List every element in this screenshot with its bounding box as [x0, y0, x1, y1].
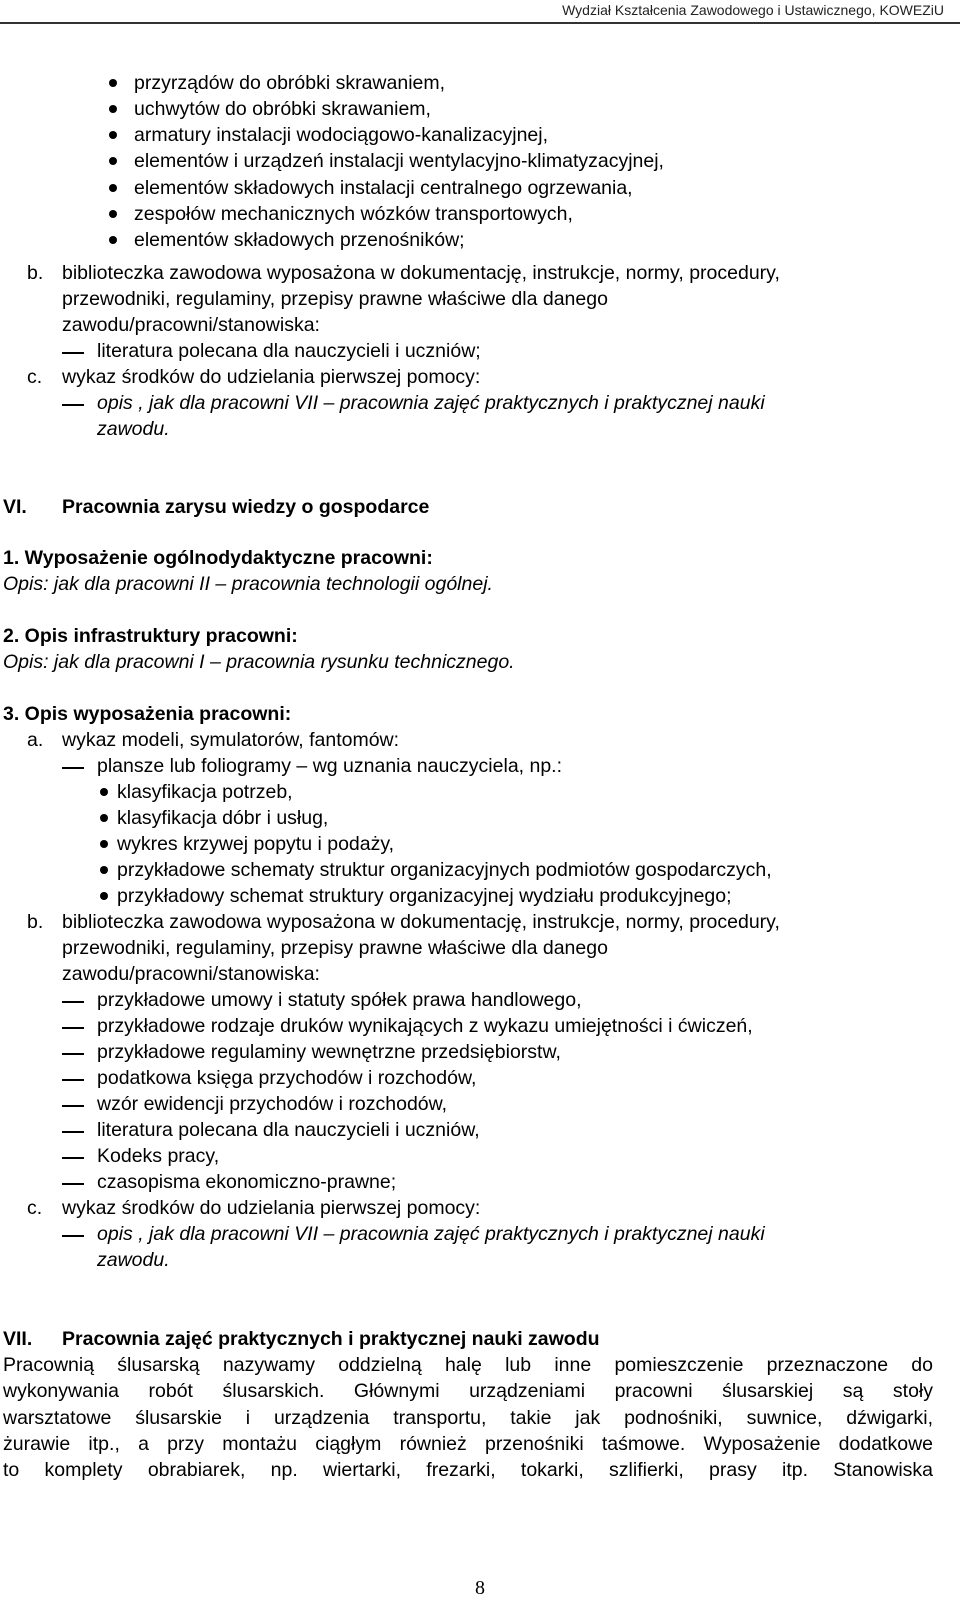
list-item: armatury instalacji wodociągowo-kanalizacyjnej,	[134, 124, 549, 146]
list-item: przykładowe regulaminy wewnętrzne przedsiębiorstw,	[97, 1041, 561, 1063]
list-item: przykładowe umowy i statuty spółek prawa handlowego,	[97, 989, 582, 1011]
bullet-icon	[109, 184, 117, 192]
paragraph-line: wykonywania robót ślusarskich. Głównymi urządzeniami pracowni ślusarskiej są stoły	[3, 1380, 933, 1402]
list-item: elementów składowych instalacji centralnego ogrzewania,	[134, 177, 633, 199]
list-item: zawodu.	[97, 418, 170, 440]
list-item: przyrządów do obróbki skrawaniem,	[134, 72, 446, 94]
dash-icon	[62, 1001, 84, 1003]
item-text: wykaz środków do udzielania pierwszej pomocy:	[62, 366, 481, 388]
list-marker: b.	[27, 262, 44, 284]
list-item: klasyfikacja dóbr i usług,	[117, 807, 329, 829]
bullet-icon	[100, 840, 108, 848]
dash-icon	[62, 1235, 84, 1237]
dash-icon	[62, 1157, 84, 1159]
page-header: Wydział Kształcenia Zawodowego i Ustawicznego, KOWEZiU	[562, 2, 944, 18]
dash-icon	[62, 1027, 84, 1029]
paragraph: Opis: jak dla pracowni II – pracownia technologii ogólnej.	[3, 573, 493, 595]
page-number: 8	[475, 1577, 485, 1599]
list-item: przykładowe rodzaje druków wynikających z wykazu umiejętności i ćwiczeń,	[97, 1015, 753, 1037]
bullet-icon	[100, 866, 108, 874]
dash-icon	[62, 1053, 84, 1055]
item-text: zawodu/pracowni/stanowiska:	[62, 314, 320, 336]
item-text: biblioteczka zawodowa wyposażona w dokumentację, instrukcje, normy, procedury,	[62, 911, 780, 933]
bullet-icon	[109, 236, 117, 244]
item-text: zawodu/pracowni/stanowiska:	[62, 963, 320, 985]
list-item: elementów i urządzeń instalacji wentylacyjno-klimatyzacyjnej,	[134, 150, 664, 172]
dash-icon	[62, 404, 84, 406]
item-text: przewodniki, regulaminy, przepisy prawne właściwe dla danego	[62, 288, 608, 310]
dash-icon	[62, 1079, 84, 1081]
bullet-icon	[109, 157, 117, 165]
list-item: opis , jak dla pracowni VII – pracownia zajęć praktycznych i praktycznej nauki	[97, 1223, 765, 1245]
dash-icon	[62, 767, 84, 769]
list-item: klasyfikacja potrzeb,	[117, 781, 293, 803]
list-item: literatura polecana dla nauczycieli i uczniów;	[97, 340, 481, 362]
section-title: Pracownia zajęć praktycznych i praktycznej nauki zawodu	[62, 1328, 600, 1350]
item-text: przewodniki, regulaminy, przepisy prawne właściwe dla danego	[62, 937, 608, 959]
paragraph-line: warsztatowe ślusarskie i urządzenia transportu, takie jak podnośniki, suwnice, dźwigarki,	[3, 1407, 933, 1429]
list-marker: c.	[27, 1197, 43, 1219]
item-text: biblioteczka zawodowa wyposażona w dokumentację, instrukcje, normy, procedury,	[62, 262, 780, 284]
dash-icon	[62, 352, 84, 354]
list-item: uchwytów do obróbki skrawaniem,	[134, 98, 431, 120]
list-marker: a.	[27, 729, 44, 751]
list-item: wykres krzywej popytu i podaży,	[117, 833, 395, 855]
bullet-icon	[100, 892, 108, 900]
paragraph: Opis: jak dla pracowni I – pracownia rysunku technicznego.	[3, 651, 515, 673]
item-text: wykaz środków do udzielania pierwszej pomocy:	[62, 1197, 481, 1219]
list-marker: c.	[27, 366, 43, 388]
bullet-icon	[109, 105, 117, 113]
list-item: literatura polecana dla nauczycieli i uczniów,	[97, 1119, 480, 1141]
list-item: czasopisma ekonomiczno-prawne;	[97, 1171, 397, 1193]
list-item: przykładowe schematy struktur organizacyjnych podmiotów gospodarczych,	[117, 859, 772, 881]
bullet-icon	[100, 814, 108, 822]
list-item: plansze lub foliogramy – wg uznania nauczyciela, np.:	[97, 755, 563, 777]
paragraph-line: żurawie itp., a przy montażu ciągłym również przenośniki taśmowe. Wyposażenie dodatkowe	[3, 1433, 933, 1455]
subheading: 1. Wyposażenie ogólnodydaktyczne pracowni:	[3, 547, 433, 569]
dash-icon	[62, 1183, 84, 1185]
list-item: przykładowy schemat struktury organizacyjnej wydziału produkcyjnego;	[117, 885, 732, 907]
list-item: wzór ewidencji przychodów i rozchodów,	[97, 1093, 448, 1115]
section-number: VII.	[3, 1328, 33, 1350]
subheading: 2. Opis infrastruktury pracowni:	[3, 625, 298, 647]
list-item: Kodeks pracy,	[97, 1145, 220, 1167]
subheading: 3. Opis wyposażenia pracowni:	[3, 703, 292, 725]
dash-icon	[62, 1131, 84, 1133]
header-rule	[0, 22, 960, 24]
item-text: wykaz modeli, symulatorów, fantomów:	[62, 729, 400, 751]
list-item: zespołów mechanicznych wózków transportowych,	[134, 203, 573, 225]
list-item: zawodu.	[97, 1249, 170, 1271]
bullet-icon	[109, 210, 117, 218]
paragraph-line: to komplety obrabiarek, np. wiertarki, frezarki, tokarki, szlifierki, prasy itp. Stanowiska	[3, 1459, 933, 1481]
paragraph-line: Pracownią ślusarską nazywamy oddzielną halę lub inne pomieszczenie przeznaczone do	[3, 1354, 933, 1376]
dash-icon	[62, 1105, 84, 1107]
bullet-icon	[109, 131, 117, 139]
list-item: opis , jak dla pracowni VII – pracownia zajęć praktycznych i praktycznej nauki	[97, 392, 765, 414]
bullet-icon	[100, 788, 108, 796]
bullet-icon	[109, 79, 117, 87]
list-item: podatkowa księga przychodów i rozchodów,	[97, 1067, 477, 1089]
list-marker: b.	[27, 911, 44, 933]
section-number: VI.	[3, 496, 27, 518]
list-item: elementów składowych przenośników;	[134, 229, 465, 251]
section-title: Pracownia zarysu wiedzy o gospodarce	[62, 496, 430, 518]
